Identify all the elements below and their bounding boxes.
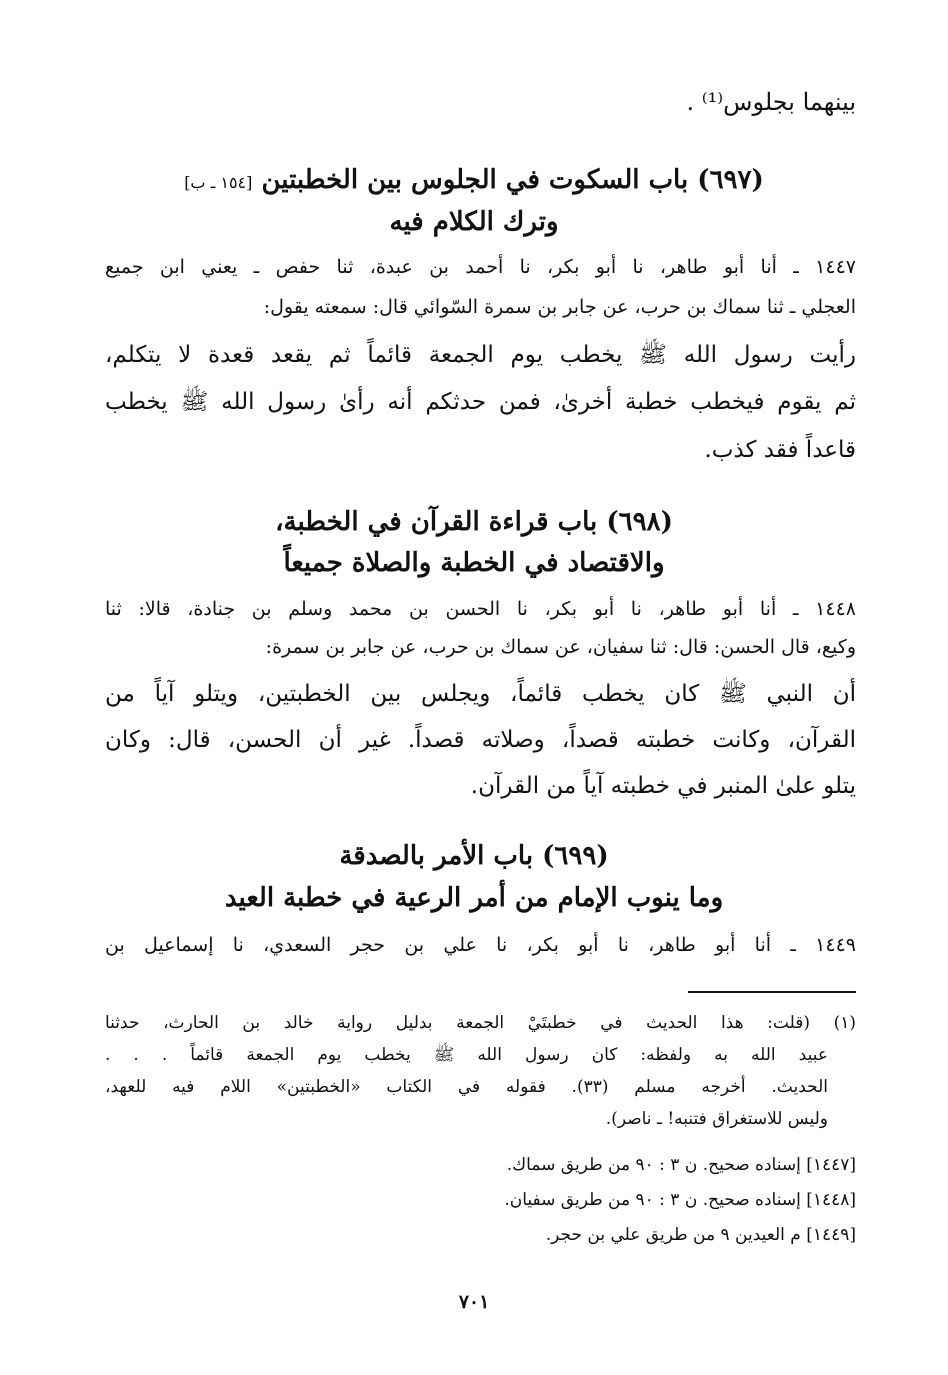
section-699-heading-line1: (٦٩٩) باب الأمر بالصدقة [339, 841, 609, 871]
section-698-heading-line2: والاقتصاد في الخطبة والصلاة جميعاً [283, 548, 665, 578]
hadith-1448-matn-line2: القرآن، وكانت خطبته قصداً، وصلاته قصداً. غير أن الحسن، قال: وكان [105, 727, 856, 753]
footnote-1-line4: وليس للاستغراق فتنبه! ـ ناصر). [605, 1109, 828, 1129]
page-number: ٧٠١ [458, 1291, 490, 1313]
footnote-1447-takhrij: [١٤٤٧] إسناده صحيح. ن ٣ : ٩٠ من طريق سماك. [506, 1155, 856, 1175]
section-699-heading-line2: وما ينوب الإمام من أمر الرعية في خطبة العيد [224, 883, 724, 913]
footnote-1-line2: عبيد الله به ولفظه: كان رسول الله ﷺ يخطب يوم الجمعة قائماً . . . [105, 1045, 828, 1065]
hadith-1448-matn-line3: يتلو علىٰ المنبر في خطبته آياً من القرآن. [470, 773, 856, 799]
section-697-heading-line2: وترك الكلام فيه [389, 207, 559, 237]
footnote-1-line3: الحديث. أخرجه مسلم (٣٣). فقوله في الكتاب «الخطبتين» اللام فيه للعهد، [105, 1077, 829, 1097]
hadith-1447-matn-line1: رأيت رسول الله ﷺ يخطب يوم الجمعة قائماً ثم يقعد قعدة لا يتكلم، [105, 342, 856, 368]
hadith-1447-matn-line2: ثم يقوم فيخطب خطبة أخرىٰ، فمن حدثكم أنه رأىٰ رسول الله ﷺ يخطب [105, 389, 856, 415]
section-697-heading-text: (٦٩٧) باب السكوت في الجلوس بين الخطبتين [261, 165, 764, 195]
hadith-1449-isnad-line1: ١٤٤٩ ـ أنا أبو طاهر، نا أبو بكر، نا علي بن حجر السعدي، نا إسماعيل بن [105, 934, 856, 956]
hadith-1447-isnad-line2: العجلي ـ ثنا سماك بن حرب، عن جابر بن سمرة السّوائي قال: سمعته يقول: [263, 296, 856, 318]
footnote-1-line1: (١) (قلت: هذا الحديث في خطبتَيْ الجمعة بدليل رواية خالد بن الحارث، حدثنا [105, 1013, 856, 1033]
footnote-1449-takhrij: [١٤٤٩] م العيدين ٩ من طريق علي بن حجر. [545, 1225, 856, 1245]
footnote-1448-takhrij: [١٤٤٨] إسناده صحيح. ن ٣ : ٩٠ من طريق سفيان. [504, 1190, 856, 1210]
hadith-1447-isnad-line1: ١٤٤٧ ـ أنا أبو طاهر، نا أبو بكر، نا أحمد بن عبدة، ثنا حفص ـ يعني ابن جميع [105, 256, 856, 278]
section-698-heading-line1: (٦٩٨) باب قراءة القرآن في الخطبة، [275, 507, 673, 537]
footnote-separator [688, 991, 856, 993]
hadith-1448-isnad-line2: وكيع، قال الحسن: قال: ثنا سفيان، عن سماك بن حرب، عن جابر بن سمرة: [265, 636, 856, 658]
manuscript-folio-tag: [١٥٤ ـ ب] [184, 173, 253, 192]
hadith-1448-isnad-line1: ١٤٤٨ ـ أنا أبو طاهر، نا أبو بكر، نا الحسن بن محمد وسلم بن جنادة، قالا: ثنا [105, 598, 856, 620]
section-697-heading-line1 [160, 158, 788, 205]
hadith-1448-matn-line1: أن النبي ﷺ كان يخطب قائماً، ويجلس بين الخطبتين، ويتلو آياً من [105, 681, 856, 707]
hadith-1447-matn-line3: قاعداً فقد كذب. [704, 437, 856, 463]
continuation-line: بينهما بجلوس⁽¹⁾ . [686, 88, 856, 116]
